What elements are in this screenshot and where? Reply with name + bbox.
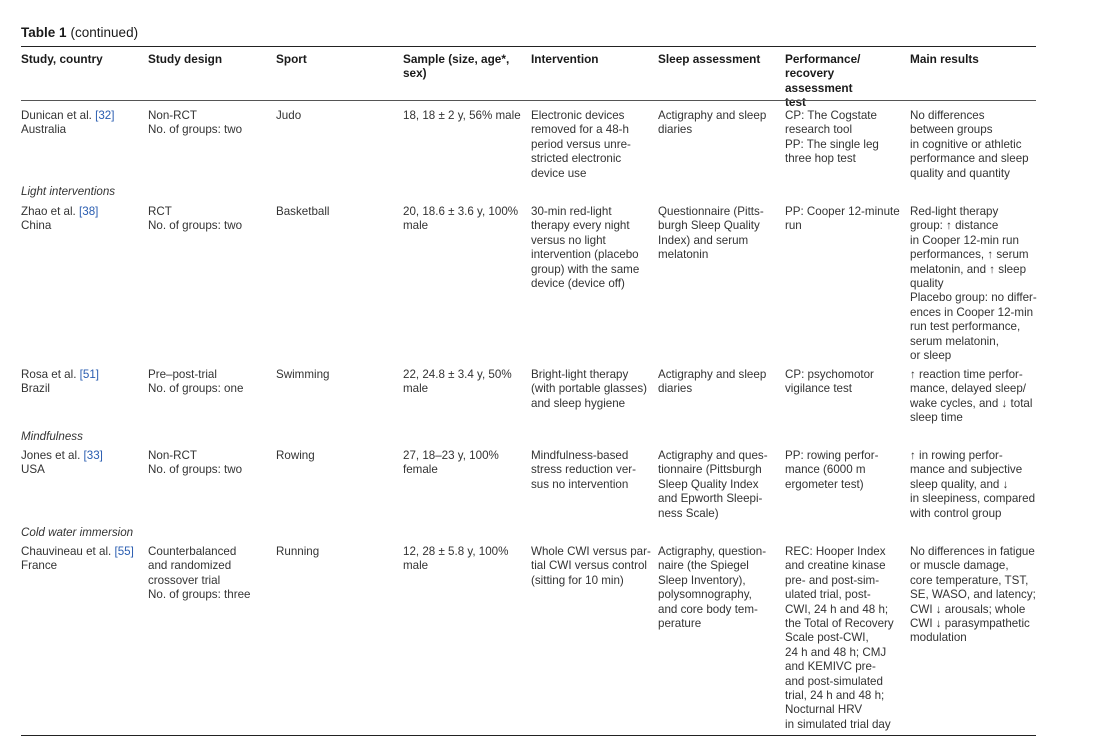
cell-intervention: Bright-light therapy (with portable glasses) and sleep hygiene xyxy=(531,368,647,410)
cell-sample: 20, 18.6 ± 3.6 y, 100% male xyxy=(403,205,519,233)
cell-sleep-assessment: Actigraphy and sleep diaries xyxy=(658,368,767,396)
cell-intervention: 30-min red-light therapy every night versus no light intervention (placebo group) with the same device (device off) xyxy=(531,205,640,291)
cell-intervention: Mindfulness-based stress reduction ver- sus no intervention xyxy=(531,449,637,491)
cell-intervention: Electronic devices removed for a 48-h period versus unre- stricted electronic device use xyxy=(531,109,631,180)
study-country: USA xyxy=(21,463,45,477)
cell-sample: 12, 28 ± 5.8 y, 100% male xyxy=(403,545,509,573)
cell-main-results: Red-light therapy group: ↑ distance in Cooper 12-min run performances, ↑ serum melatonin, and ↑ sleep quality Placebo group: no differ- ences in Cooper 12-min run test performance, serum melatonin, or sleep xyxy=(910,205,1037,363)
reference-link[interactable]: [38] xyxy=(79,205,99,218)
study-author: Zhao et al. xyxy=(21,205,76,218)
header-main-results: Main results xyxy=(910,52,979,66)
cell-sleep-assessment: Actigraphy and ques- tionnaire (Pittsburgh Sleep Quality Index and Epworth Sleepi- ness Scale) xyxy=(658,449,768,520)
cell-sleep-assessment: Actigraphy and sleep diaries xyxy=(658,109,767,137)
reference-link[interactable]: [32] xyxy=(95,109,115,122)
cell-sport: Rowing xyxy=(276,449,315,462)
study-author: Dunican et al. xyxy=(21,109,92,122)
cell-study-country xyxy=(21,205,141,234)
cell-study-country xyxy=(21,449,141,478)
header-sample: Sample (size, age*, sex) xyxy=(403,52,510,81)
reference-link[interactable]: [33] xyxy=(83,449,103,462)
cell-main-results: No differences between groups in cognitive or athletic performance and sleep quality and quantity xyxy=(910,109,1029,180)
cell-performance-test: REC: Hooper Index and creatine kinase pre- and post-sim- ulated trial, post- CWI, 24 h and 48 h; the Total of Recovery Scale post-CWI, 24 h and 48 h; CMJ and KEMIVC pre- and post-simulated trial, 24 h and 48 h; Nocturnal HRV in simulated trial day xyxy=(785,545,894,731)
header-study-design: Study design xyxy=(148,52,223,66)
cell-sample: 22, 24.8 ± 3.4 y, 50% male xyxy=(403,368,512,396)
study-country: France xyxy=(21,559,58,573)
cell-study-country xyxy=(21,368,141,397)
cell-study-design: Counterbalanced and randomized crossover trial No. of groups: three xyxy=(148,545,251,602)
header-sleep-assessment: Sleep assessment xyxy=(658,52,761,66)
reference-link[interactable]: [55] xyxy=(114,545,134,558)
table-label: Table 1 xyxy=(21,25,67,40)
cell-intervention: Whole CWI versus par- tial CWI versus control (sitting for 10 min) xyxy=(531,545,651,587)
cell-sport: Judo xyxy=(276,109,302,122)
study-author: Jones et al. xyxy=(21,449,81,462)
cell-study-country xyxy=(21,109,141,138)
cell-study-design: Pre–post-trial No. of groups: one xyxy=(148,368,244,396)
cell-main-results: ↑ reaction time perfor- mance, delayed sleep/ wake cycles, and ↓ total sleep time xyxy=(910,368,1033,425)
cell-sport: Running xyxy=(276,545,320,558)
cell-performance-test: PP: Cooper 12-minute run xyxy=(785,205,900,233)
cell-sport: Basketball xyxy=(276,205,330,218)
cell-main-results: ↑ in rowing perfor- mance and subjective sleep quality, and ↓ in sleepiness, compared with control group xyxy=(910,449,1036,520)
header-study-country: Study, country xyxy=(21,52,103,66)
table-bottom-rule xyxy=(21,735,1036,736)
cell-main-results: No differences in fatigue or muscle damage, core temperature, TST, SE, WASO, and latency; CWI ↓ arousals; whole CWI ↓ parasympathetic modulation xyxy=(910,545,1036,645)
cell-study-country xyxy=(21,545,141,574)
study-country: Brazil xyxy=(21,382,50,396)
cell-study-design: Non-RCT No. of groups: two xyxy=(148,449,243,477)
study-author: Rosa et al. xyxy=(21,368,77,381)
section-mindfulness: Mindfulness xyxy=(21,430,83,443)
cell-performance-test: CP: psychomotor vigilance test xyxy=(785,368,874,396)
cell-sleep-assessment: Questionnaire (Pitts- burgh Sleep Quality Index) and serum melatonin xyxy=(658,205,764,262)
table-caption xyxy=(21,25,138,40)
cell-sleep-assessment: Actigraphy, question- naire (the Spiegel Sleep Inventory), polysomnography, and core body tem- perature xyxy=(658,545,767,631)
study-country: China xyxy=(21,219,52,233)
cell-study-design: Non-RCT No. of groups: two xyxy=(148,109,243,137)
table-top-rule xyxy=(21,46,1036,47)
header-performance-test: Performance/ recovery assessment test xyxy=(785,52,861,110)
cell-study-design: RCT No. of groups: two xyxy=(148,205,243,233)
study-country: Australia xyxy=(21,123,67,137)
section-cold-water-immersion: Cold water immersion xyxy=(21,526,134,539)
header-intervention: Intervention xyxy=(531,52,599,66)
cell-sample: 18, 18 ± 2 y, 56% male xyxy=(403,109,521,122)
cell-performance-test: PP: rowing perfor- mance (6000 m ergometer test) xyxy=(785,449,879,491)
reference-link[interactable]: [51] xyxy=(79,368,99,381)
header-sport: Sport xyxy=(276,52,307,66)
cell-sport: Swimming xyxy=(276,368,330,381)
table-header-rule xyxy=(21,100,1036,101)
cell-sample: 27, 18–23 y, 100% female xyxy=(403,449,499,477)
cell-performance-test: CP: The Cogstate research tool PP: The single leg three hop test xyxy=(785,109,879,166)
section-light-interventions: Light interventions xyxy=(21,185,116,198)
table-continued-note: (continued) xyxy=(70,25,139,40)
study-author: Chauvineau et al. xyxy=(21,545,112,558)
